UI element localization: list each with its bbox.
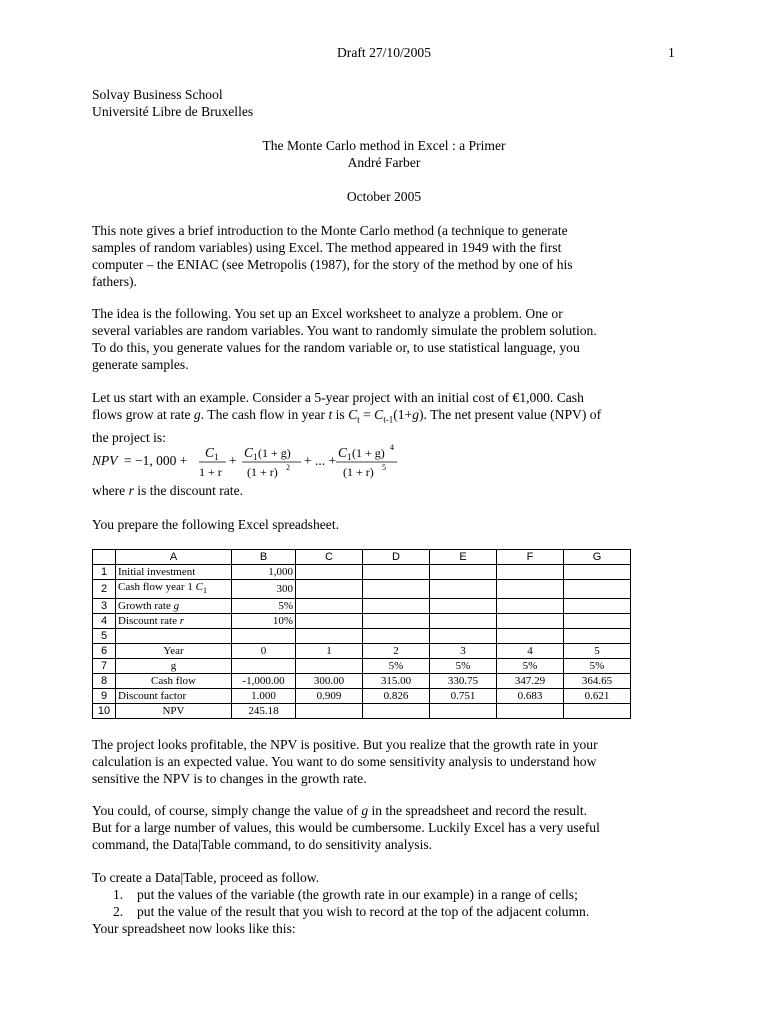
cell-a: g <box>116 659 232 674</box>
cell-b: 0 <box>232 644 296 659</box>
cell-d <box>363 629 430 644</box>
text-line: flows grow at rate g. The cash flow in year t is $C_t = C_{t-1}(1+g)$. The net present value (NPV) of <box>92 407 602 425</box>
cell-e <box>430 614 497 629</box>
cell-a <box>116 629 232 644</box>
cell-e <box>430 629 497 644</box>
column-header-row <box>93 550 631 565</box>
cell-g <box>564 580 631 599</box>
text-line: To do this, you generate values for the random variable or, to use statistical language, you <box>92 340 580 355</box>
cell-c <box>296 599 363 614</box>
formula-t3-den: (1 + r) <box>343 465 374 479</box>
text-line: sensitive the NPV is to changes in the growth rate. <box>92 771 367 786</box>
cell-g: 364.65 <box>564 674 631 689</box>
author-name: André Farber <box>347 155 421 170</box>
cell-d: 0.826 <box>363 689 430 704</box>
cell-b <box>232 629 296 644</box>
cell-c <box>296 580 363 599</box>
list-item: 2. put the value of the result that you wish to record at the top of the adjacent column. <box>113 904 590 919</box>
formula-t2-den-exp: 2 <box>286 463 290 472</box>
cell-b: -1,000.00 <box>232 674 296 689</box>
profitability-paragraph <box>92 736 692 787</box>
cell-c <box>296 704 363 719</box>
table-row <box>93 614 631 629</box>
formula-t1-den: 1 + r <box>199 465 222 479</box>
cell-b: 1.000 <box>232 689 296 704</box>
cell-b <box>232 659 296 674</box>
cell-b: 10% <box>232 614 296 629</box>
cell-f: 347.29 <box>497 674 564 689</box>
cell-e: 330.75 <box>430 674 497 689</box>
closing-line: Your spreadsheet now looks like this: <box>92 921 296 936</box>
cell-f: 4 <box>497 644 564 659</box>
cell-f <box>497 614 564 629</box>
row-number: 10 <box>93 704 116 719</box>
cell-a: Initial investment <box>116 565 232 580</box>
cell-f <box>497 565 564 580</box>
cell-b: 300 <box>232 580 296 599</box>
row-number: 9 <box>93 689 116 704</box>
table-row <box>93 674 631 689</box>
cell-a: Year <box>116 644 232 659</box>
column-header: F <box>497 550 564 565</box>
cell-d: 5% <box>363 659 430 674</box>
cell-g: 0.621 <box>564 689 631 704</box>
cell-e <box>430 704 497 719</box>
cell-f <box>497 599 564 614</box>
cell-e <box>430 599 497 614</box>
document-date: October 2005 <box>346 189 422 204</box>
row-number: 1 <box>93 565 116 580</box>
cell-f: 0.683 <box>497 689 564 704</box>
column-header: A <box>116 550 232 565</box>
prepare-line: You prepare the following Excel spreadsheet. <box>92 517 340 532</box>
cell-e: 3 <box>430 644 497 659</box>
row-number: 6 <box>93 644 116 659</box>
text-line: calculation is an expected value. You want to do some sensitivity analysis to understand how <box>92 754 597 769</box>
cell-c <box>296 659 363 674</box>
cell-e: 0.751 <box>430 689 497 704</box>
table-row <box>93 599 631 614</box>
svg-text:1: 1 <box>347 452 352 462</box>
table-row <box>93 644 631 659</box>
text-line: command, the Data|Table command, to do sensitivity analysis. <box>92 837 433 852</box>
text-line: Let us start with an example. Consider a 5-year project with an initial cost of €1,000. Cash <box>92 390 584 405</box>
cell-b: 1,000 <box>232 565 296 580</box>
cell-a: NPV <box>116 704 232 719</box>
row-number: 4 <box>93 614 116 629</box>
formula-t1-num: C <box>205 445 215 460</box>
text-line: fathers). <box>92 274 137 289</box>
cell-g <box>564 565 631 580</box>
formula-t2-num: (1 + g) <box>258 446 291 460</box>
text-line: The idea is the following. You set up an Excel worksheet to analyze a problem. One or <box>92 306 563 321</box>
steps-list <box>113 886 713 920</box>
cell-d <box>363 599 430 614</box>
npv-formula <box>92 440 412 482</box>
text-line: computer – the ENIAC (see Metropolis (1987), for the story of the method by one of his <box>92 257 573 272</box>
cell-b: 5% <box>232 599 296 614</box>
corner-cell <box>93 550 116 565</box>
cell-g <box>564 629 631 644</box>
cell-a: Cash flow <box>116 674 232 689</box>
page-number: 1 <box>668 45 675 60</box>
row-number: 3 <box>93 599 116 614</box>
document-title: The Monte Carlo method in Excel : a Primer <box>262 138 506 153</box>
text-line: samples of random variables) using Excel. The method appeared in 1949 with the first <box>92 240 562 255</box>
column-header: B <box>232 550 296 565</box>
cell-g: 5% <box>564 659 631 674</box>
draft-date-header: Draft 27/10/2005 <box>336 45 431 60</box>
cell-d: 315.00 <box>363 674 430 689</box>
text-line: the project is: <box>92 429 166 445</box>
cell-g <box>564 614 631 629</box>
formula-t3-num-exp: 4 <box>390 443 394 452</box>
cell-a: Discount rate r <box>116 614 232 629</box>
text-line: But for a large number of values, this would be cumbersome. Luckily Excel has a very useful <box>92 820 600 835</box>
svg-text:C: C <box>338 445 348 460</box>
institution-block <box>92 86 253 120</box>
cell-g <box>564 704 631 719</box>
cell-a: Growth rate g <box>116 599 232 614</box>
school-name: Solvay Business School <box>92 87 223 102</box>
cell-d <box>363 614 430 629</box>
table-row <box>93 565 631 580</box>
svg-text:C: C <box>244 445 254 460</box>
table-row <box>93 580 631 599</box>
cell-g: 5 <box>564 644 631 659</box>
cell-c <box>296 614 363 629</box>
cell-d: 2 <box>363 644 430 659</box>
cell-e: 5% <box>430 659 497 674</box>
formula-t3-den-exp: 5 <box>382 463 386 472</box>
cell-e <box>430 580 497 599</box>
formula-t1-num-sub: 1 <box>214 452 219 462</box>
column-header: G <box>564 550 631 565</box>
column-header: C <box>296 550 363 565</box>
list-item: 1. put the values of the variable (the growth rate in our example) in a range of cells; <box>113 887 578 902</box>
sensitivity-paragraph <box>92 802 692 853</box>
cell-c <box>296 565 363 580</box>
cell-c <box>296 629 363 644</box>
create-intro: To create a Data|Table, proceed as follow. <box>92 870 320 885</box>
text-line: The project looks profitable, the NPV is positive. But you realize that the growth rate in your <box>92 737 598 752</box>
university-name: Université Libre de Bruxelles <box>92 104 254 119</box>
cell-g <box>564 599 631 614</box>
formula-lhs: NPV <box>92 453 118 468</box>
cell-c: 0.909 <box>296 689 363 704</box>
cell-f <box>497 704 564 719</box>
column-header: E <box>430 550 497 565</box>
text-line: This note gives a brief introduction to the Monte Carlo method (a technique to generate <box>92 223 568 238</box>
formula-t2-den: (1 + r) <box>247 465 278 479</box>
cell-d <box>363 580 430 599</box>
cell-c: 1 <box>296 644 363 659</box>
idea-paragraph <box>92 305 692 373</box>
formula-dots: + ... + <box>304 453 337 468</box>
text-line: several variables are random variables. You want to randomly simulate the problem solution. <box>92 323 597 338</box>
text-line: You could, of course, simply change the value of g in the spreadsheet and record the result. <box>92 803 588 818</box>
row-number: 7 <box>93 659 116 674</box>
spreadsheet-table <box>92 549 631 719</box>
table-row <box>93 659 631 674</box>
cell-a: Discount factor <box>116 689 232 704</box>
example-paragraph <box>92 389 692 446</box>
formula-t3-num: (1 + g) <box>352 446 385 460</box>
cell-f <box>497 629 564 644</box>
cell-d <box>363 565 430 580</box>
cell-f <box>497 580 564 599</box>
column-header: D <box>363 550 430 565</box>
table-row <box>93 629 631 644</box>
cell-f: 5% <box>497 659 564 674</box>
formula-eq: = −1, 000 + <box>124 453 188 468</box>
row-number: 2 <box>93 580 116 599</box>
cell-d <box>363 704 430 719</box>
row-number: 5 <box>93 629 116 644</box>
cell-b: 245.18 <box>232 704 296 719</box>
intro-paragraph <box>92 222 692 290</box>
svg-text:1: 1 <box>253 452 258 462</box>
where-line: where r is the discount rate. <box>92 483 244 498</box>
cell-e <box>430 565 497 580</box>
row-number: 8 <box>93 674 116 689</box>
formula-plus: + <box>229 453 237 468</box>
text-line: generate samples. <box>92 357 189 372</box>
table-row <box>93 689 631 704</box>
cell-a: Cash flow year 1 $C_1$ <box>116 580 232 599</box>
table-row <box>93 704 631 719</box>
cell-c: 300.00 <box>296 674 363 689</box>
